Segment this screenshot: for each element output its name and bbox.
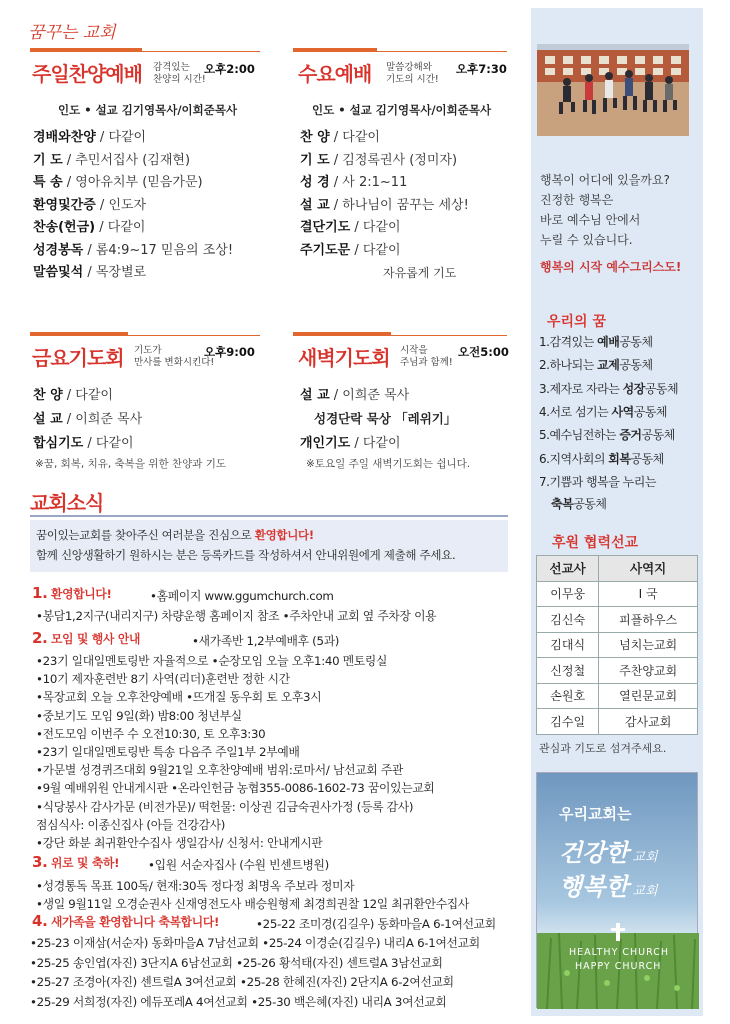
missionary-row xyxy=(537,632,698,658)
poster-line-2: 행복한 교회 xyxy=(559,872,658,901)
news-section-2: 2. 모임 및 행사 안내 xyxy=(32,629,141,647)
homepage-line: •홈페이지 www.ggumchurch.com xyxy=(150,589,334,603)
sunday-title: 주일찬양예배 xyxy=(32,62,142,86)
dawn-row-prayer: 개인기도 / 다같이 xyxy=(300,436,401,451)
new-family-line: •새가족반 1,2부예배후 (5과) xyxy=(192,634,340,648)
mission-note: 관심과 기도로 섬겨주세요. xyxy=(539,742,667,755)
missionary-col-header: 선교사 xyxy=(537,556,599,582)
news-section-1: 1. 환영합니다! xyxy=(32,584,112,602)
wednesday-bar xyxy=(293,48,377,52)
happiness-q3: 바로 예수님 안에서 xyxy=(540,213,641,227)
dawn-sub1: 시작을 xyxy=(400,345,428,356)
meeting-item: 점심식사: 이종신집사 (아들 건강감사) xyxy=(36,817,226,832)
dream-item: 2.하나되는 교제공동체 xyxy=(539,358,653,373)
meeting-item: •23기 일대일멘토링반 특송 다음주 주일1부 2부예배 xyxy=(36,745,300,759)
mission-title: 후원 협력선교 xyxy=(552,535,639,551)
meeting-item: •강단 화분 최귀환안수집사 생일감사/ 신청서: 안내게시판 xyxy=(36,836,323,850)
dawn-note: ※토요일 주일 새벽기도회는 쉽니다. xyxy=(306,458,471,470)
wednesday-lead: 인도 • 설교 김기영목사/이희준목사 xyxy=(312,103,492,117)
missionary-row xyxy=(537,683,698,709)
news-section-3: 3. 위로 및 축하! xyxy=(32,853,120,871)
wednesday-extra: 자유롭게 기도 xyxy=(383,266,457,280)
dawn-bar xyxy=(293,332,391,336)
hospital-line: •입원 서순자집사 (수원 빈센트병원) xyxy=(148,858,329,872)
dream-item: 6.지역사회의 회복공동체 xyxy=(539,451,664,466)
happiness-q4: 누릴 수 있습니다. xyxy=(540,233,633,247)
missionary-name: 김신숙 xyxy=(537,607,599,633)
mission-field: 넘치는교회 xyxy=(599,632,698,658)
field-col-header: 사역지 xyxy=(599,556,698,582)
friday-time: 오후9:00 xyxy=(204,345,255,359)
meeting-item: •가문별 성경퀴즈대회 9월21일 오후찬양예배 범위:로마서/ 남선교회 주관 xyxy=(36,763,404,778)
order-row: 경배와찬양 / 다같이 xyxy=(33,130,147,145)
missionary-name: 신정철 xyxy=(537,658,599,684)
poster-top: 우리교회는 xyxy=(559,805,632,823)
newcomer-item: •25-23 이재삼(서순자) 동화마을A 7남선교회 •25-24 이경순(김길우) 내리A 6-1여선교회 xyxy=(30,936,480,950)
sunday-sub2: 찬양의 시간! xyxy=(153,74,206,85)
news-title-line xyxy=(30,515,508,517)
missionary-row xyxy=(537,607,698,633)
friday-sub1: 기도가 xyxy=(134,345,162,356)
meeting-item: •식당봉사 감사가문 (비전가문)/ 떡헌물: 이상권 김금숙권사가정 (등록 감사) xyxy=(36,799,414,814)
newcomer-first: •25-22 조미경(김길우) 동화마을A 6-1여선교회 xyxy=(256,917,496,931)
mission-field: I 국 xyxy=(599,581,698,607)
wednesday-line xyxy=(377,51,507,52)
mission-field: 피플하우스 xyxy=(599,607,698,633)
wednesday-title: 수요예배 xyxy=(298,62,372,86)
meeting-item: •목장교회 오늘 오후찬양예배 •뜨개질 동우회 토 오후3시 xyxy=(36,690,322,705)
poster-en2: HAPPY CHURCH xyxy=(575,961,662,972)
friday-sub2: 만사를 변화시킨다! xyxy=(134,357,215,368)
order-row: 성 경 / 사 2:1~11 xyxy=(300,175,408,190)
church-poster xyxy=(536,772,698,1008)
dream-item: 7.기쁨과 행복을 누리는 xyxy=(539,474,656,489)
mission-field: 주찬양교회 xyxy=(599,658,698,684)
dream-item-7b: 축복공동체 xyxy=(551,497,607,511)
poster-line-1: 건강한 교회 xyxy=(559,838,658,867)
poster-en1: HEALTHY CHURCH xyxy=(569,947,670,958)
happiness-q1: 행복이 어디에 있을까요? xyxy=(540,173,670,187)
missionary-name: 손원호 xyxy=(537,683,599,709)
newcomer-item: •25-27 조경아(자진) 센트럴A 3여선교회 •25-28 한혜진(자진) 2단지A 6-2여선교회 xyxy=(30,975,454,989)
dawn-row-sermon: 설 교 / 이희준 목사 xyxy=(300,388,410,403)
youth-photo xyxy=(537,44,689,136)
meeting-item: •9월 예배위원 안내게시판 •온라인헌금 농협355-0086-1602-73 꿈이있는교회 xyxy=(36,781,435,796)
order-row: 설 교 / 하나님이 꿈꾸는 세상! xyxy=(300,197,469,213)
order-row: 말씀및석 / 목장별로 xyxy=(33,265,147,280)
news-title: 교회소식 xyxy=(30,491,104,515)
wednesday-sub1: 말씀강해와 xyxy=(386,62,432,73)
welcome-line-1: 꿈이있는교회를 찾아주신 여러분을 진심으로 환영합니다! xyxy=(36,528,314,542)
celebration-item: •성경통독 목표 100독/ 현재:30독 정다정 최명옥 주보라 정미자 xyxy=(36,879,355,893)
dream-item: 5.예수님전하는 증거공동체 xyxy=(539,428,675,443)
meeting-item: •전도모임 이번주 수 오전10:30, 토 오후3:30 xyxy=(36,726,266,741)
order-row: 특 송 / 영아유치부 (믿음가문) xyxy=(33,175,203,190)
friday-bar xyxy=(30,332,128,336)
missionary-name: 이무웅 xyxy=(537,581,599,607)
sunday-lead: 인도 • 설교 김기영목사/이희준목사 xyxy=(58,103,238,117)
dawn-line xyxy=(391,335,507,336)
order-row: 결단기도 / 다같이 xyxy=(300,220,401,235)
newcomer-item: •25-25 송인엽(자진) 3단지A 6남선교회 •25-26 황석태(자진) 센트럴A 3남선교회 xyxy=(30,955,443,970)
meeting-item: •중보기도 모임 9일(화) 밤8:00 청년부실 xyxy=(36,708,242,723)
happiness-q2: 진정한 행복은 xyxy=(540,193,614,207)
meeting-item: •10기 제자훈련반 8기 사역(리더)훈련반 정한 시간 xyxy=(36,672,290,687)
order-row: 찬 양 / 다같이 xyxy=(300,130,380,145)
order-row: 환영및간증 / 인도자 xyxy=(33,197,147,213)
order-row: 기 도 / 추민서집사 (김재현) xyxy=(33,152,191,168)
dawn-sub2: 주님과 함께! xyxy=(400,357,453,368)
welcome-line-2: 함께 신앙생활하기 원하시는 분은 등록카드를 작성하셔서 안내위원에게 제출해 주세요. xyxy=(36,548,456,562)
sunday-time: 오후2:00 xyxy=(204,62,255,76)
dream-item: 3.제자로 자라는 성장공동체 xyxy=(539,381,679,396)
missionary-name: 김수일 xyxy=(537,709,599,735)
newcomer-item: •25-29 서희정(자진) 에듀포레A 4여선교회 •25-30 백은혜(자진) 내리A 3여선교회 xyxy=(30,994,447,1009)
missionary-row xyxy=(537,709,698,735)
order-row: 주기도문 / 다같이 xyxy=(300,242,401,258)
order-row: 합심기도 / 다같이 xyxy=(33,436,134,451)
wednesday-time: 오후7:30 xyxy=(456,62,507,76)
dream-item: 4.서로 섬기는 사역공동체 xyxy=(539,404,668,419)
mission-field: 감사교회 xyxy=(599,709,698,735)
friday-note: ※꿈, 회복, 치유, 축복을 위한 찬양과 기도 xyxy=(35,458,226,470)
header-title: 꿈꾸는 교회 xyxy=(28,23,116,43)
friday-line xyxy=(128,335,260,336)
missionary-table xyxy=(536,555,698,735)
missionary-row xyxy=(537,658,698,684)
order-row: 찬송(헌금) / 다같이 xyxy=(33,220,146,235)
news-section-4: 4. 새가족을 환영합니다 축복합니다! xyxy=(32,912,220,930)
order-row: 찬 양 / 다같이 xyxy=(33,388,113,403)
sunday-line xyxy=(142,51,260,52)
order-row: 설 교 / 이희준 목사 xyxy=(33,412,143,427)
happiness-q5: 행복의 시작 예수그리스도! xyxy=(540,260,682,274)
order-row: 기 도 / 김정록권사 (정미자) xyxy=(300,152,458,168)
celebration-item: •생일 9월11일 오경순권사 신재영전도사 배승원형제 최경희권찰 12일 최귀환안수집사 xyxy=(36,897,469,911)
wednesday-sub2: 기도의 시간! xyxy=(386,74,439,85)
missionary-row xyxy=(537,581,698,607)
friday-title: 금요기도회 xyxy=(32,346,124,370)
sunday-bar xyxy=(30,48,142,52)
meeting-item: •23기 일대일멘토링반 자율적으로 •순장모임 오늘 오후1:40 멘토링실 xyxy=(36,654,388,668)
dream-title: 우리의 꿈 xyxy=(547,314,606,330)
dawn-time: 오전5:00 xyxy=(458,345,509,359)
missionary-name: 김대식 xyxy=(537,632,599,658)
mission-field: 열린문교회 xyxy=(599,683,698,709)
photo-image xyxy=(537,44,689,136)
dawn-text: 성경단락 묵상 「레위기」 xyxy=(314,411,457,426)
order-row: 성경봉독 / 롬4:9~17 믿음의 조상! xyxy=(33,242,234,258)
dawn-title: 새벽기도회 xyxy=(298,346,390,370)
dream-item: 1.감격있는 예배공동체 xyxy=(539,335,653,349)
shuttle-line: •봉담1,2지구(내리지구) 차량운행 홈페이지 참조 •주차안내 교회 옆 주차장 이용 xyxy=(36,609,437,623)
sunday-sub1: 감격있는 xyxy=(153,62,190,73)
